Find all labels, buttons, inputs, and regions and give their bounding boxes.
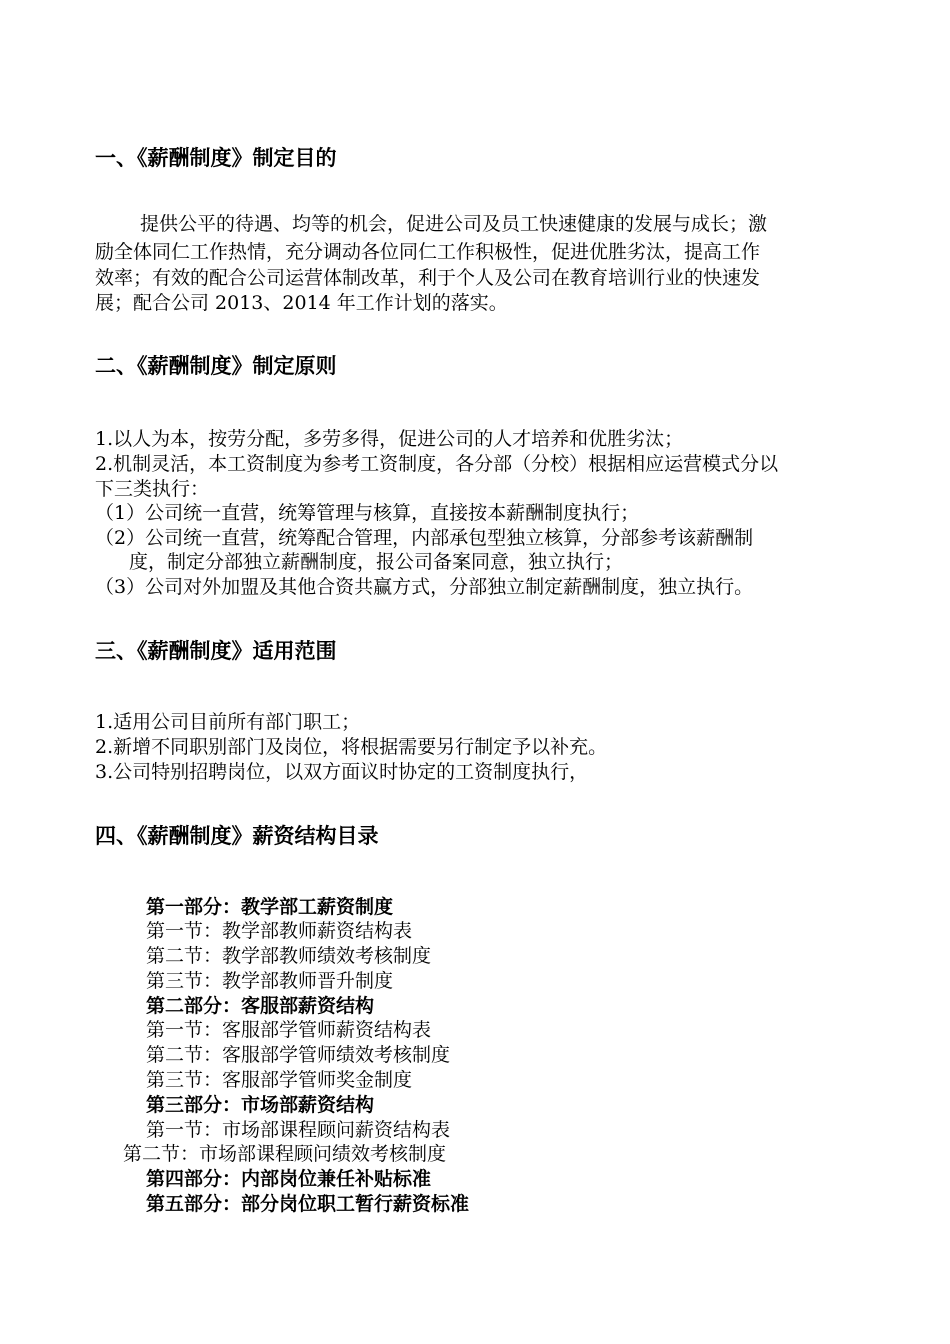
toc-part-4: 第四部分：内部岗位兼任补贴标准 — [146, 1168, 432, 1190]
section-1-line-3: 效率；有效的配合公司运营体制改革，利于个人及公司在教育培训行业的快速发 — [95, 267, 761, 289]
toc-part-1: 第一部分：教学部工薪资制度 — [146, 896, 394, 918]
section-1-heading: 一、《薪酬制度》制定目的 — [95, 146, 337, 170]
section-2-line-4: （1）公司统一直营，统筹管理与核算，直接按本薪酬制度执行； — [95, 502, 640, 524]
toc-part-2-section-2: 第二节：客服部学管师绩效考核制度 — [146, 1044, 451, 1066]
toc-part-2-section-1: 第一节：客服部学管师薪资结构表 — [146, 1019, 432, 1041]
section-3-line-3: 3.公司特别招聘岗位，以双方面议时协定的工资制度执行， — [95, 761, 589, 783]
section-1-line-2: 励全体同仁工作热情，充分调动各位同仁工作积极性，促进优胜劣汰，提高工作 — [95, 241, 761, 263]
toc-part-1-section-1: 第一节：教学部教师薪资结构表 — [146, 920, 413, 942]
section-1-line-1: 提供公平的待遇、均等的机会，促进公司及员工快速健康的发展与成长；激 — [140, 213, 768, 235]
toc-part-3-section-1: 第一节：市场部课程顾问薪资结构表 — [146, 1119, 451, 1141]
section-2-line-1: 1.以人为本，按劳分配，多劳多得，促进公司的人才培养和优胜劣汰； — [95, 428, 684, 450]
toc-part-3: 第三部分：市场部薪资结构 — [146, 1094, 375, 1116]
section-2-line-2: 2.机制灵活，本工资制度为参考工资制度，各分部（分校）根据相应运营模式分以 — [95, 453, 779, 475]
section-1-line-4: 展；配合公司 2013、2014 年工作计划的落实。 — [95, 292, 508, 314]
toc-part-5: 第五部分：部分岗位职工暂行薪资标准 — [146, 1193, 470, 1215]
section-2-line-3: 下三类执行： — [95, 478, 210, 500]
section-3-heading: 三、《薪酬制度》适用范围 — [95, 639, 337, 663]
toc-part-3-section-2: 第二节：市场部课程顾问绩效考核制度 — [123, 1143, 447, 1165]
toc-part-2: 第二部分：客服部薪资结构 — [146, 995, 375, 1017]
section-2-line-7: （3）公司对外加盟及其他合资共赢方式，分部独立制定薪酬制度，独立执行。 — [95, 576, 754, 598]
section-4-heading: 四、《薪酬制度》薪资结构目录 — [95, 824, 379, 848]
section-2-line-6: 度，制定分部独立薪酬制度，报公司备案同意，独立执行； — [129, 551, 624, 573]
section-2-heading: 二、《薪酬制度》制定原则 — [95, 354, 337, 378]
toc-part-2-section-3: 第三节：客服部学管师奖金制度 — [146, 1069, 413, 1091]
toc-part-1-section-2: 第二节：教学部教师绩效考核制度 — [146, 945, 432, 967]
section-3-line-1: 1.适用公司目前所有部门职工； — [95, 711, 361, 733]
section-2-line-5: （2）公司统一直营，统筹配合管理，内部承包型独立核算，分部参考该薪酬制 — [95, 527, 754, 549]
section-3-line-2: 2.新增不同职别部门及岗位，将根据需要另行制定予以补充。 — [95, 736, 608, 758]
toc-part-1-section-3: 第三节：教学部教师晋升制度 — [146, 970, 394, 992]
